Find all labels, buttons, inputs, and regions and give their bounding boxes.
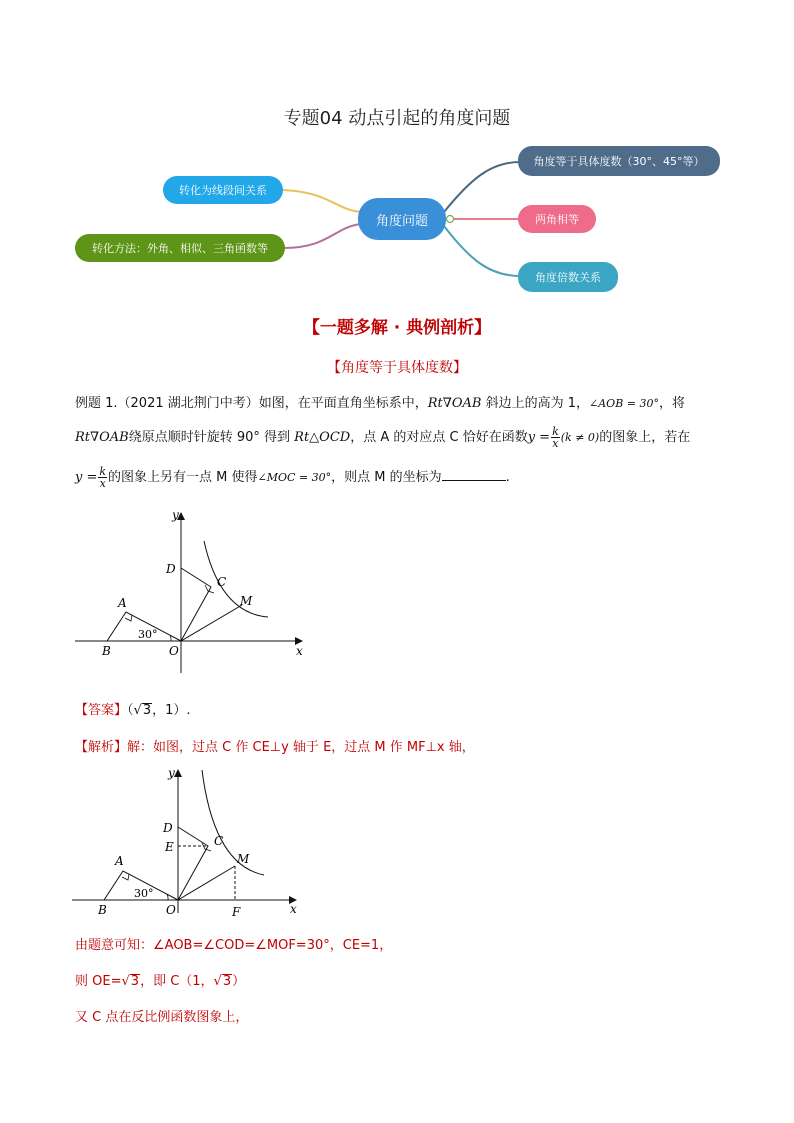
label-x: x bbox=[290, 902, 297, 916]
label-y: y bbox=[168, 766, 175, 780]
label-x: x bbox=[296, 644, 303, 658]
segment-om bbox=[181, 605, 242, 641]
mindmap-node-dot bbox=[447, 216, 454, 223]
label-c: C bbox=[214, 834, 224, 848]
analysis-label: 【解析】 bbox=[75, 740, 128, 755]
figure-1 bbox=[70, 505, 320, 675]
solution-line-2: 则 OE=√3，即 C（1，√3） bbox=[75, 974, 246, 989]
problem-line-1: 例题 1.（2021 湖北荆门中考）如图，在平面直角坐标系中，Rt∇OAB 斜边上的高为 1，∠AOB = 30°，将 bbox=[75, 396, 686, 411]
figure-2 bbox=[70, 765, 320, 925]
connector-right-bottom bbox=[444, 226, 520, 276]
label-o: O bbox=[166, 903, 176, 917]
mindmap-node-left-bottom: 转化方法：外角、相似、三角函数等 bbox=[75, 234, 285, 262]
rt-oab: Rt∇OAB bbox=[427, 396, 482, 411]
angle-aob: ∠AOB = 30° bbox=[589, 397, 659, 410]
section-heading: 【一题多解 · 典例剖析】 bbox=[302, 318, 492, 338]
fraction-k-over-x-2: $\frac{k}{x}$ bbox=[99, 465, 107, 490]
mindmap-node-right-top: 角度等于具体度数（30°、45°等） bbox=[518, 146, 720, 176]
problem-line-2: Rt∇OAB绕原点顺时针旋转 90° 得到 Rt△OCD，点 A 的对应点 C 恰好在函数y = $\frac{k}{x}$ (k ≠ 0)的图象上，若在 bbox=[75, 425, 691, 450]
label-c: C bbox=[217, 575, 227, 589]
subsection-heading: 【角度等于具体度数】 bbox=[327, 360, 467, 376]
right-angle-mark-c bbox=[202, 843, 211, 851]
right-angle-mark-a bbox=[125, 615, 132, 621]
label-d: D bbox=[163, 821, 173, 835]
sqrt-c: 3 bbox=[222, 974, 232, 989]
problem-line-3: y = $\frac{k}{x}$ 的图象上另有一点 M 使得∠MOC = 30°，则点 M 的坐标为 . bbox=[75, 465, 510, 490]
page-title: 专题04 动点引起的角度问题 bbox=[283, 108, 511, 129]
answer-sqrt: 3 bbox=[142, 703, 152, 718]
segment-om bbox=[178, 866, 235, 900]
triangle-ocd bbox=[181, 568, 211, 641]
label-f: F bbox=[232, 905, 241, 919]
label-m: M bbox=[237, 852, 250, 866]
mindmap-node-right-mid: 两角相等 bbox=[518, 205, 596, 233]
label-m: M bbox=[240, 594, 253, 608]
label-b: B bbox=[102, 644, 111, 658]
triangle-ocd bbox=[178, 827, 208, 900]
sqrt-oe: 3 bbox=[130, 974, 140, 989]
hyperbola bbox=[202, 770, 264, 875]
solution-line-1: 由题意可知：∠AOB=∠COD=∠MOF=30°，CE=1， bbox=[75, 938, 393, 953]
answer-line: 【答案】（√3，1）. bbox=[75, 703, 191, 718]
connector-left-top bbox=[283, 190, 362, 212]
label-y: y bbox=[172, 508, 179, 522]
answer-label: 【答案】 bbox=[75, 703, 128, 718]
right-angle-mark-a bbox=[122, 874, 129, 880]
label-d: D bbox=[166, 562, 176, 576]
fraction-k-over-x: $\frac{k}{x}$ bbox=[552, 425, 559, 450]
label-a: A bbox=[115, 854, 124, 868]
answer-blank bbox=[442, 469, 506, 481]
label-b: B bbox=[98, 903, 107, 917]
label-a: A bbox=[118, 596, 127, 610]
rt-ocd: Rt△OCD bbox=[294, 430, 351, 445]
analysis-line: 【解析】解：如图，过点 C 作 CE⊥y 轴于 E，过点 M 作 MF⊥x 轴， bbox=[75, 740, 475, 755]
mindmap-node-left-top: 转化为线段间关系 bbox=[163, 176, 283, 204]
angle-moc: ∠MOC = 30° bbox=[257, 471, 332, 484]
label-o: O bbox=[169, 644, 179, 658]
label-e: E bbox=[165, 840, 174, 854]
mindmap-node-right-bottom: 角度倍数关系 bbox=[518, 262, 618, 292]
connector-right-top bbox=[444, 162, 520, 212]
label-angle: 30° bbox=[134, 887, 154, 900]
mindmap-node-center: 角度问题 bbox=[358, 198, 446, 240]
connector-left-bottom bbox=[283, 224, 362, 248]
solution-line-3: 又 C 点在反比例函数图象上， bbox=[75, 1010, 249, 1025]
label-angle: 30° bbox=[138, 628, 158, 641]
hyperbola bbox=[204, 541, 268, 617]
